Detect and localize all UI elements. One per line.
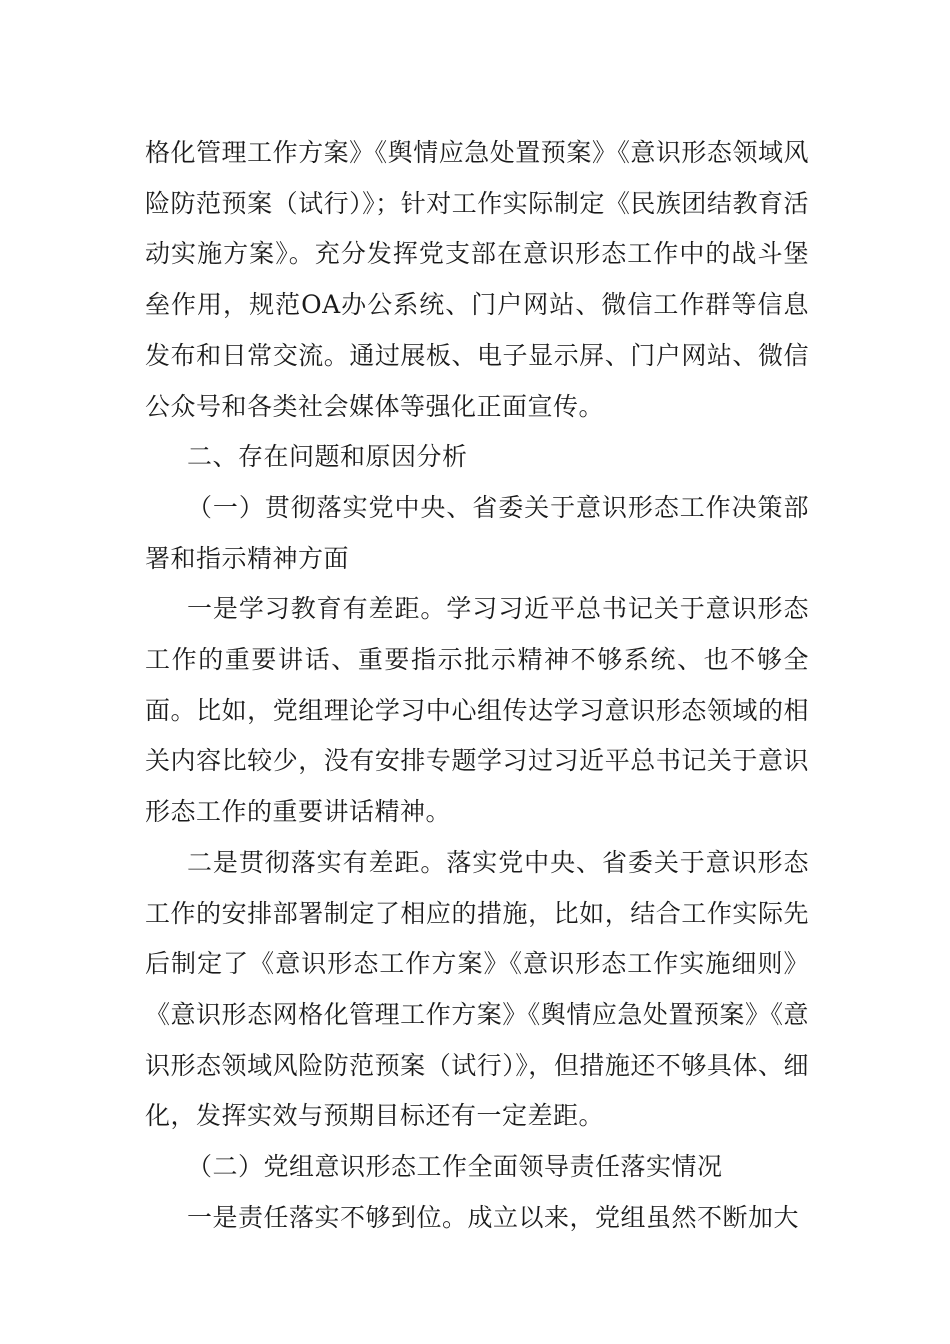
section-heading-problems: 二、存在问题和原因分析 [187, 442, 468, 472]
paragraph-responsibility: 一是责任落实不够到位。成立以来，党组虽然不断加大 [187, 1202, 800, 1232]
paragraph-continuation: 格化管理工作方案》《舆情应急处置预案》《意识形态领域风险防范预案（试行）》；针对工作实际制定《民族团结教育活动实施方案》。充分发挥党支部在意识形态工作中的战斗堡垒作用，规范OA办公系统、门户网站、微信工作群等信息发布和日常交流。通过展板、电子显示屏、门户网站、微信公众号和各类社会媒体等强化正面宣传。 [145, 138, 809, 421]
subsection-heading-2: （二）党组意识形态工作全面领导责任落实情况 [187, 1152, 723, 1182]
subsection-heading-1: （一）贯彻落实党中央、省委关于意识形态工作决策部署和指示精神方面 [145, 492, 809, 573]
document-body [145, 128, 809, 1243]
paragraph-study-gap: 一是学习教育有差距。学习习近平总书记关于意识形态工作的重要讲话、重要指示批示精神不够系统、也不够全面。比如，党组理论学习中心组传达学习意识形态领域的相关内容比较少，没有安排专题学习过习近平总书记关于意识形态工作的重要讲话精神。 [145, 594, 809, 827]
paragraph-implementation-gap: 二是贯彻落实有差距。落实党中央、省委关于意识形态工作的安排部署制定了相应的措施，比如，结合工作实际先后制定了《意识形态工作方案》《意识形态工作实施细则》《意识形态网格化管理工作方案》《舆情应急处置预案》《意识形态领域风险防范预案（试行）》，但措施还不够具体、细化，发挥实效与预期目标还有一定差距。 [145, 847, 809, 1131]
